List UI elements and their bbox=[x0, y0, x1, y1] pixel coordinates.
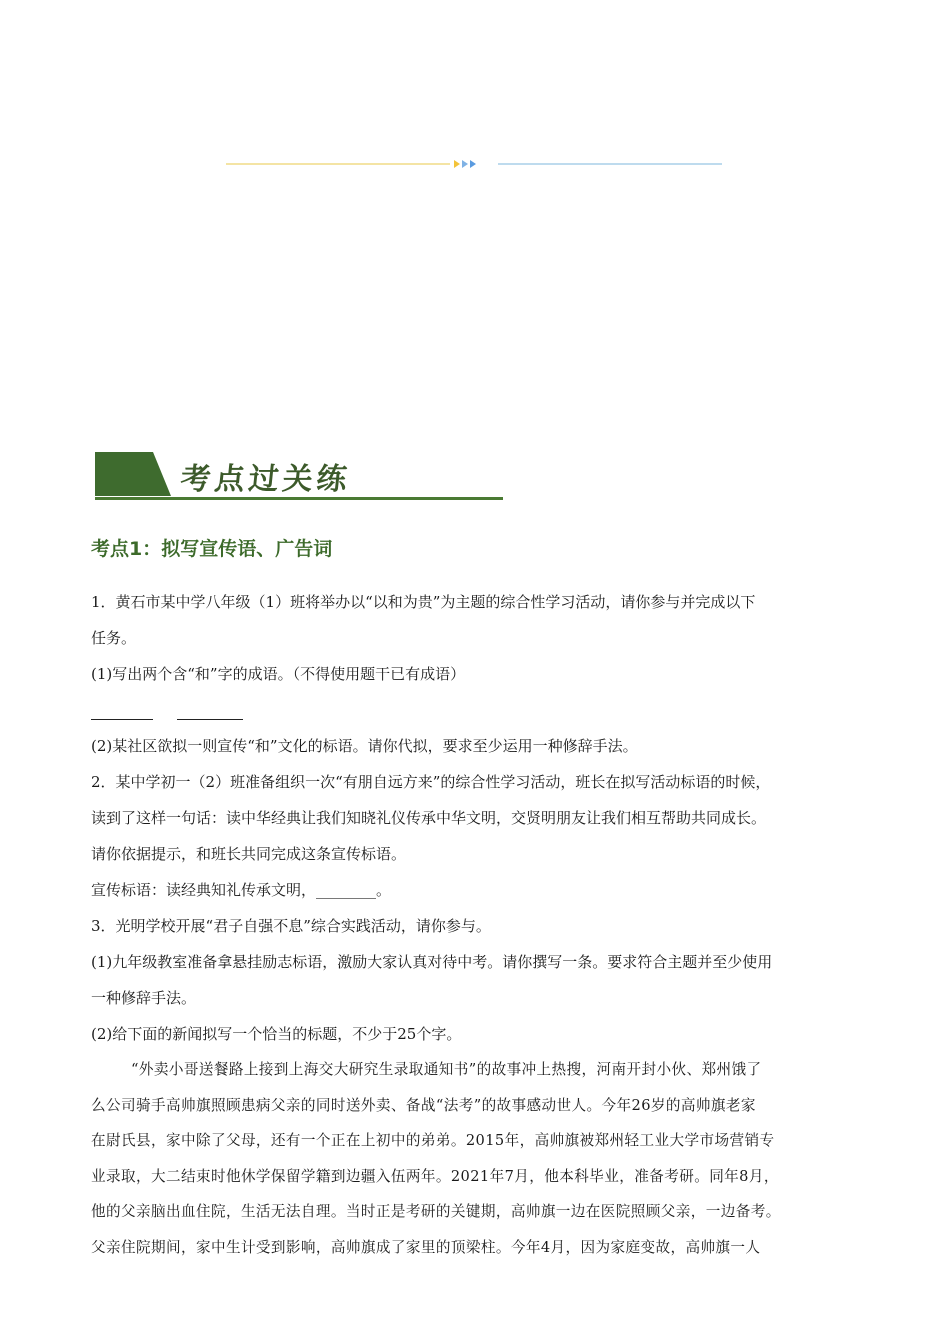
q1-stem-line1: 1．黄石市某中学八年级（1）班将举办以“以和为贵”为主题的综合性学习活动，请你参与并完成以下 bbox=[91, 593, 756, 611]
section-heading: 考点1：拟写宣传语、广告词 bbox=[91, 538, 333, 560]
q1-answer-blanks bbox=[91, 692, 861, 728]
q2-stem-line1: 2．某中学初一（2）班准备组织一次“有朋自远方来”的综合性学习活动，班长在拟写活动标语的时候， bbox=[91, 773, 771, 791]
q2-stem-line2: 读到了这样一句话：读中华经典让我们知晓礼仪传承中华文明，交贤明朋友让我们相互帮助共同成长。 bbox=[91, 809, 767, 827]
news-line: 父亲住院期间，家中生计受到影响，高帅旗成了家里的顶梁柱。今年4月，因为家庭变故，高帅旗一人 bbox=[91, 1238, 761, 1256]
q3-sub1-line2: 一种修辞手法。 bbox=[91, 989, 197, 1007]
q3-stem: 3．光明学校开展“君子自强不息”综合实践活动，请你参与。 bbox=[91, 917, 491, 935]
news-line: 在尉氏县，家中除了父母，还有一个正在上初中的弟弟。2015年，高帅旗被郑州轻工业大学市场营销专 bbox=[91, 1132, 775, 1150]
q2-slogan-line: 宣传标语：读经典知礼传承文明，________。 bbox=[91, 881, 392, 899]
news-line: 么公司骑手高帅旗照顾患病父亲的同时送外卖、备战“法考”的故事感动世人。今年26岁的高帅旗老家 bbox=[91, 1096, 756, 1114]
q1-sub2: (2)某社区欲拟一则宣传“和”文化的标语。请你代拟，要求至少运用一种修辞手法。 bbox=[91, 737, 638, 755]
news-line: “外卖小哥送餐路上接到上海交大研究生录取通知书”的故事冲上热搜，河南开封小伙、郑州饿了 bbox=[131, 1061, 762, 1078]
section-banner bbox=[95, 452, 505, 504]
q1-stem-line2: 任务。 bbox=[91, 629, 137, 647]
news-line: 业录取，大二结束时他休学保留学籍到边疆入伍两年。2021年7月，他本科毕业，准备考研。同年8月， bbox=[91, 1167, 779, 1185]
q3-sub2: (2)给下面的新闻拟写一个恰当的标题，不少于25个字。 bbox=[91, 1025, 462, 1043]
banner-title: 考点过关练 bbox=[178, 462, 353, 497]
question-content bbox=[91, 584, 861, 1266]
q1-sub1: (1)写出两个含“和”字的成语。（不得使用题干已有成语） bbox=[91, 665, 466, 683]
q3-sub1-line1: (1)九年级教室准备拿悬挂励志标语，激励大家认真对待中考。请你撰写一条。要求符合主题并至少使用 bbox=[91, 953, 773, 971]
news-line: 他的父亲脑出血住院，生活无法自理。当时正是考研的关键期，高帅旗一边在医院照顾父亲，一边备考。 bbox=[91, 1203, 781, 1221]
answer-blank-1[interactable] bbox=[91, 719, 153, 720]
banner-underline bbox=[95, 497, 503, 500]
q2-stem-line3: 请你依据提示，和班长共同完成这条宣传标语。 bbox=[91, 845, 407, 863]
banner-flag-shape bbox=[95, 452, 175, 496]
answer-blank-2[interactable] bbox=[177, 719, 243, 720]
top-divider bbox=[226, 156, 722, 172]
news-passage bbox=[91, 1052, 861, 1266]
